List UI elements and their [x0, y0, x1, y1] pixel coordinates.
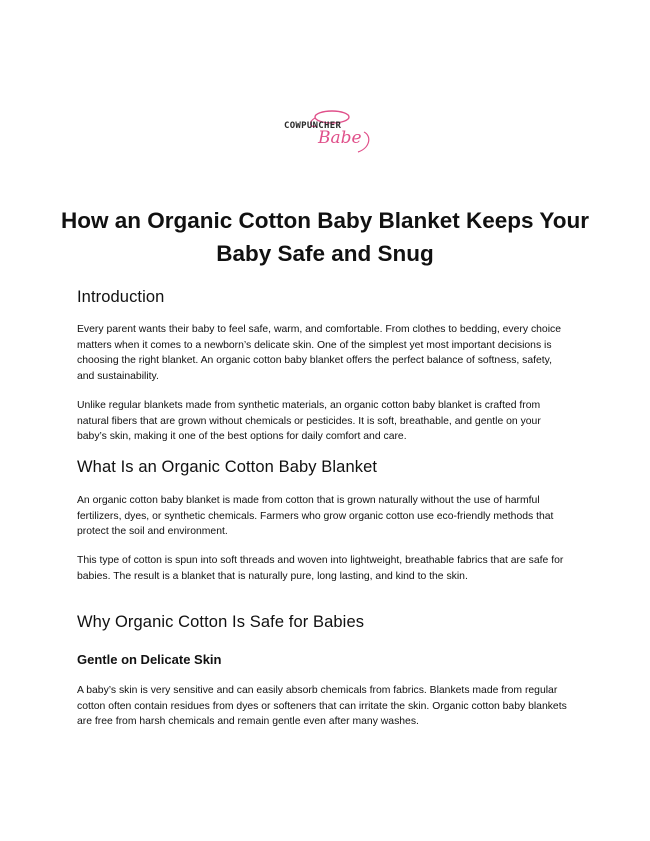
paragraph: Unlike regular blankets made from synthetic materials, an organic cotton baby blanket is crafted from natural fibers that are grown without chemicals or pesticides. It is soft, breathable, and gentle on your baby’s skin, making it one of the best options for daily comfort and care.	[77, 400, 541, 442]
subsection-heading-gentle-skin: Gentle on Delicate Skin	[77, 652, 222, 667]
paragraph: This type of cotton is spun into soft threads and woven into lightweight, breathable fabrics that are safe for babies. The result is a blanket that is naturally pure, long lasting, and kind to the skin.	[77, 555, 564, 582]
paragraph: An organic cotton baby blanket is made from cotton that is grown naturally without the use of harmful fertilizers, dyes, or synthetic chemicals. Farmers who grow organic cotton use eco-friendly methods that protect the soil and environment.	[77, 495, 554, 537]
brand-logo	[280, 96, 380, 160]
section-heading-introduction: Introduction	[77, 288, 165, 306]
page-title: How an Organic Cotton Baby Blanket Keeps Your Baby Safe and Snug	[60, 208, 589, 266]
logo-script-text: Babe	[318, 128, 362, 148]
paragraph: A baby’s skin is very sensitive and can easily absorb chemicals from fabrics. Blankets made from regular cotton often contain residues from dyes or softeners that can irritate the skin. Organic cotton baby blankets are free from harsh chemicals and remain gentle even after many washes.	[77, 685, 567, 727]
logo-brand-text: COWPUNCHER	[284, 121, 342, 131]
section-heading-why-safe: Why Organic Cotton Is Safe for Babies	[77, 613, 365, 631]
section-heading-what-is: What Is an Organic Cotton Baby Blanket	[77, 458, 378, 476]
paragraph: Every parent wants their baby to feel safe, warm, and comfortable. From clothes to bedding, every choice matters when it comes to a newborn’s delicate skin. One of the simplest yet most important decisions is choosing the right blanket. An organic cotton baby blanket offers the perfect balance of softness, safety, and sustainability.	[77, 324, 561, 382]
